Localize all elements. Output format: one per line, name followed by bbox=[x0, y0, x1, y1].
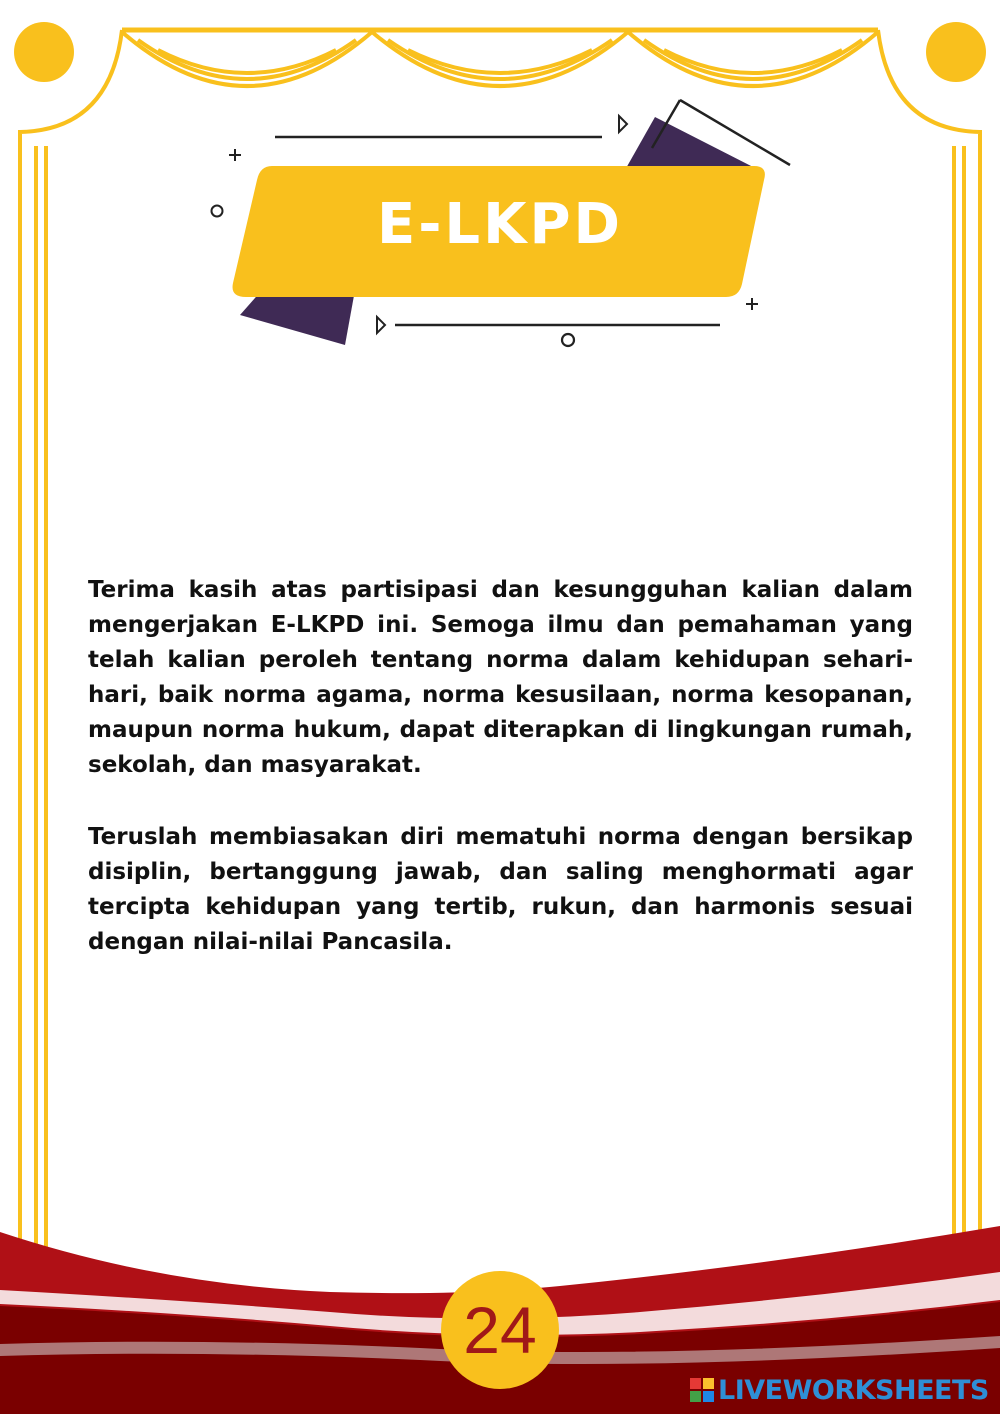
page-title: E-LKPD bbox=[376, 192, 624, 257]
plus-icon bbox=[746, 298, 758, 310]
circle-marker-icon bbox=[212, 206, 223, 217]
page-number-badge: 24 bbox=[441, 1271, 559, 1389]
triangle-marker-icon bbox=[377, 317, 385, 333]
triangle-marker-icon bbox=[619, 116, 627, 132]
corner-circle-left bbox=[14, 22, 74, 82]
watermark-text: LIVEWORKSHEETS bbox=[718, 1374, 989, 1406]
closing-paragraph-1: Terima kasih atas partisipasi dan kesungguhan kalian dalam mengerjakan E-LKPD ini. Semoga ilmu dan pemahaman yang telah kalian peroleh tentang norma dalam kehidupan sehari-hari, baik norma agama, norma kesusilaan, norma kesopanan, maupun norma hukum, dapat diterapkan di lingkungan rumah, sekolah, dan masyarakat. bbox=[88, 577, 913, 778]
liveworksheets-logo-icon bbox=[690, 1378, 714, 1402]
banner-accent-bottom bbox=[240, 290, 355, 345]
closing-paragraph-2: Teruslah membiasakan diri mematuhi norma dengan bersikap disiplin, bertanggung jawab, dan saling menghormati agar tercipta kehidupan yang tertib, rukun, dan harmonis sesuai dengan nilai-nilai Pancasila. bbox=[88, 824, 913, 955]
liveworksheets-watermark bbox=[690, 1374, 989, 1406]
curtain-swags bbox=[122, 32, 878, 86]
corner-circle-right bbox=[926, 22, 986, 82]
circle-marker-icon bbox=[562, 334, 574, 346]
plus-icon bbox=[229, 149, 241, 161]
